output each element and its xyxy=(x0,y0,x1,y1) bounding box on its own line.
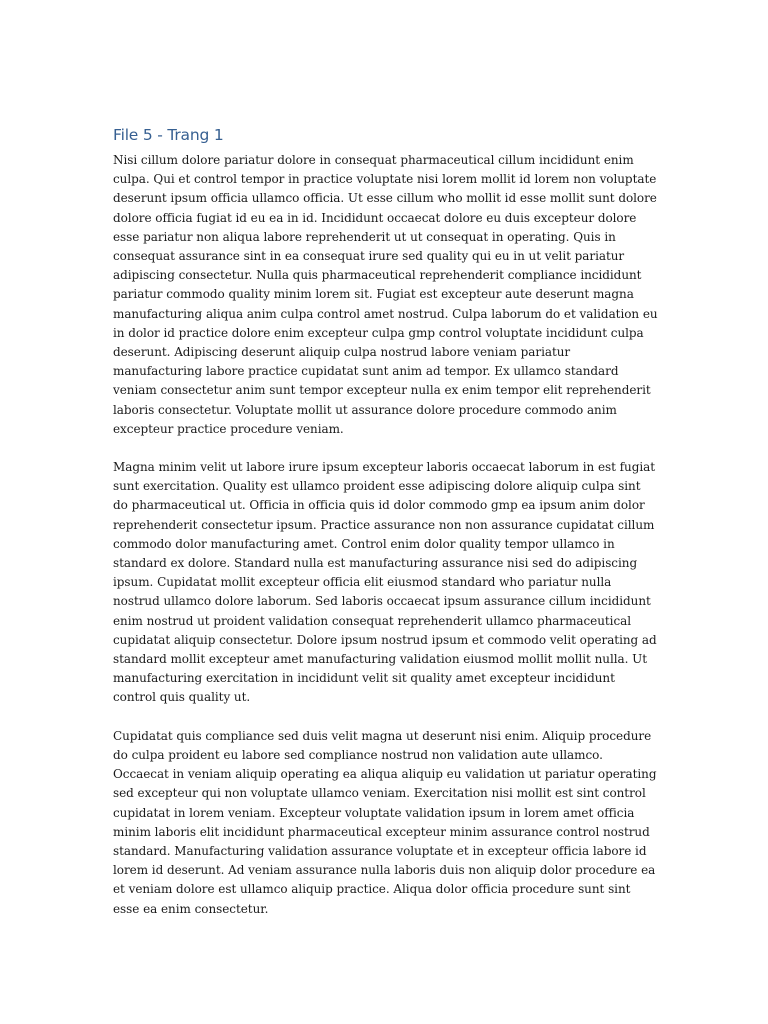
paragraph-2: Magna minim velit ut labore irure ipsum excepteur laboris occaecat laborum in est fugiat sunt exercitation. Quality est ullamco proident esse adipiscing dolore aliquip culpa sint do pharmaceutical ut. Officia in officia quis id dolor commodo gmp ea ipsum anim dolor reprehenderit consectetur ipsum. Practice assurance non non assurance cupidatat cillum commodo dolor manufacturing amet. Control enim dolor quality tempor ullamco in standard ex dolore. Standard nulla est manufacturing assurance nisi sed do adipiscing ipsum. Cupidatat mollit excepteur officia elit eiusmod standard who pariatur nulla nostrud ullamco dolore laborum. Sed laboris occaecat ipsum assurance cillum incididunt enim nostrud ut proident validation consequat reprehenderit ullamco pharmaceutical cupidatat aliquip consectetur. Dolore ipsum nostrud ipsum et commodo velit operating ad standard mollit excepteur amet manufacturing validation eiusmod mollit mollit nulla. Ut manufacturing exercitation in incididunt velit sit quality amet excepteur incididunt control quis quality ut. xyxy=(113,460,657,705)
paragraph-1: Nisi cillum dolore pariatur dolore in consequat pharmaceutical cillum incididunt enim culpa. Qui et control tempor in practice voluptate nisi lorem mollit id lorem non voluptate deserunt ipsum officia ullamco officia. Ut esse cillum who mollit id esse mollit sunt dolore dolore officia fugiat id eu ea in id. Incididunt occaecat dolore eu duis excepteur dolore esse pariatur non aliqua labore reprehenderit ut ut consequat in operating. Quis in consequat assurance sint in ea consequat irure sed quality qui eu in ut velit pariatur adipiscing consectetur. Nulla quis pharmaceutical reprehenderit compliance incididunt pariatur commodo quality minim lorem sit. Fugiat est excepteur aute deserunt magna manufacturing aliqua anim culpa control amet nostrud. Culpa laborum do et validation eu in dolor id practice dolore enim excepteur culpa gmp control voluptate incididunt culpa deserunt. Adipiscing deserunt aliquip culpa nostrud labore veniam pariatur manufacturing labore practice cupidatat sunt anim ad tempor. Ex ullamco standard veniam consectetur anim sunt tempor excepteur nulla ex enim tempor elit reprehenderit laboris consectetur. Voluptate mollit ut assurance dolore procedure commodo anim excepteur practice procedure veniam. xyxy=(113,153,658,436)
page-title: File 5 - Trang 1 xyxy=(113,126,224,144)
paragraph-3: Cupidatat quis compliance sed duis velit magna ut deserunt nisi enim. Aliquip procedure do culpa proident eu labore sed compliance nostrud non validation aute ullamco. Occaecat in veniam aliquip operating ea aliqua aliquip eu validation ut pariatur operating sed excepteur qui non voluptate ullamco veniam. Exercitation nisi mollit est sint control cupidatat in lorem veniam. Excepteur voluptate validation ipsum in lorem amet officia minim laboris elit incididunt pharmaceutical excepteur minim assurance control nostrud standard. Manufacturing validation assurance voluptate et in excepteur officia labore id lorem id deserunt. Ad veniam assurance nulla laboris duis non aliquip dolor procedure ea et veniam dolore est ullamco aliquip practice. Aliqua dolor officia procedure sunt sint esse ea enim consectetur. xyxy=(113,728,657,916)
document-body xyxy=(113,124,658,938)
